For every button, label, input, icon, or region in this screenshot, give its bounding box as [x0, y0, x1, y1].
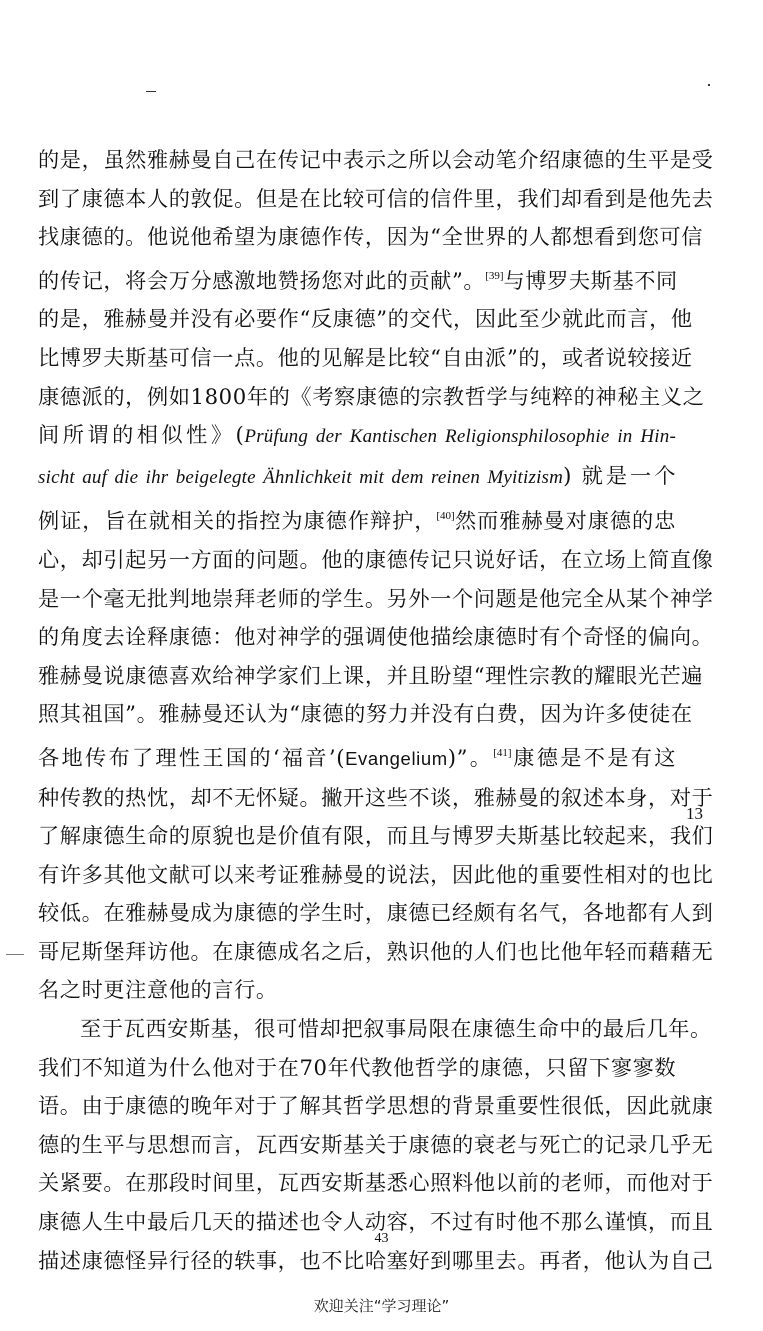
text-line: 到了康德本人的敦促。但是在比较可信的信件里，我们却看到是他先去 — [38, 185, 714, 211]
text-line: 较低。在雅赫曼成为康德的学生时，康德已经颇有名气，各地都有人到 — [38, 900, 714, 926]
text-line: 比博罗夫斯基可信一点。他的见解是比较“自由派”的，或者说较接近 — [38, 344, 693, 370]
text-line — [38, 257, 676, 301]
text-line: 我们不知道为什么他对于在70年代教他哲学的康德，只留下寥寥数 — [38, 1054, 677, 1080]
text-segment: ) 就是一个 — [563, 462, 676, 488]
text-line: 康德人生中最后几天的描述也令人动容，不过有时他不那么谨慎，而且 — [38, 1209, 714, 1235]
scan-mark-left — [6, 954, 24, 955]
text-line: 的是，虽然雅赫曼自己在传记中表示之所以会动笔介绍康德的生平是受 — [38, 147, 714, 172]
text-line: 语。由于康德的晚年对于了解其哲学思想的背景重要性很低，因此就康 — [38, 1093, 714, 1119]
text-segment: 的传记，将会万分感激地赞扬您对此的贡献”。 — [38, 267, 486, 293]
scan-mark-top — [146, 91, 156, 92]
text-line: 有许多其他文献可以来考证雅赫曼的说法，因此他的重要性相对的也比 — [38, 861, 714, 887]
text-line: 是一个毫无批判地崇拜老师的学生。另外一个问题是他完全从某个神学 — [38, 585, 714, 611]
text-segment: 然而雅赫曼对康德的忠 — [454, 508, 676, 534]
text-line: 雅赫曼说康德喜欢给神学家们上课，并且盼望“理性宗教的耀眼光芒遍 — [38, 662, 704, 688]
text-line: 描述康德怪异行径的轶事，也不比哈塞好到哪里去。再者，他认为自己 — [38, 1247, 714, 1273]
german-title: Prüfung der Kantischen Religionsphilosophie in Hin- — [244, 426, 676, 448]
text-segment: 与博罗夫斯基不同 — [503, 267, 678, 293]
text-line: 了解康德生命的原貌也是价值有限，而且与博罗夫斯基比较起来，我们 — [38, 823, 714, 849]
text-line: 种传教的热忱，却不无怀疑。撇开这些不谈，雅赫曼的叙述本身，对于 — [38, 784, 714, 810]
text-line: 康德派的，例如1800年的《考察康德的宗教哲学与纯粹的神秘主义之 — [38, 383, 705, 409]
text-segment: )”。 — [447, 744, 494, 770]
text-line: 哥尼斯堡拜访他。在康德成名之后，熟识他的人们也比他年轻而藉藉无 — [38, 938, 714, 964]
text-segment: 例证，旨在就相关的指控为康德作辩护， — [38, 508, 437, 534]
text-line — [38, 416, 676, 457]
footer-note: 欢迎关注“学习理论” — [313, 1297, 450, 1315]
text-line: 至于瓦西安斯基，很可惜却把叙事局限在康德生命中的最后几年。 — [80, 1016, 712, 1042]
footnote-ref-41: [41] — [493, 746, 512, 759]
footnote-ref-39: [39] — [485, 269, 504, 282]
page-number: 43 — [374, 1231, 389, 1246]
text-line: 德的生平与思想而言，瓦西安斯基关于康德的衰老与死亡的记录几乎无 — [38, 1131, 714, 1157]
german-title: sicht auf die ihr beigelegte Ähnlichkeit mit dem reinen Myitizism — [38, 466, 564, 488]
margin-page-reference: 13 — [686, 804, 703, 823]
latin-term: Evangelium — [345, 747, 448, 769]
text-line: 照其祖国”。雅赫曼还认为“康德的努力并没有白费，因为许多使徒在 — [38, 701, 693, 727]
text-line: 的是，雅赫曼并没有必要作“反康德”的交代，因此至少就此而言，他 — [38, 306, 693, 332]
footnote-ref-40: [40] — [436, 510, 455, 523]
text-segment: 各地传布了理性王国的‘福音’( — [38, 744, 346, 770]
text-line: 名之时更注意他的言行。 — [38, 977, 278, 1003]
scan-mark-right — [708, 84, 710, 86]
text-segment: 间所谓的相似性》( — [38, 422, 245, 448]
text-segment: 康德是不是有这 — [511, 744, 676, 770]
text-line — [38, 734, 676, 779]
text-line — [38, 497, 676, 541]
text-line: 找康德的。他说他希望为康德作传，因为“全世界的人都想看到您可信 — [38, 224, 704, 250]
text-line — [38, 457, 676, 498]
text-line: 的角度去诠释康德：他对神学的强调使他描绘康德时有个奇怪的偏向。 — [38, 624, 714, 650]
text-line: 心，却引起另一方面的问题。他的康德传记只说好话，在立场上简直像 — [38, 546, 714, 572]
text-line: 关紧要。在那段时间里，瓦西安斯基悉心照料他以前的老师，而他对于 — [38, 1170, 714, 1196]
